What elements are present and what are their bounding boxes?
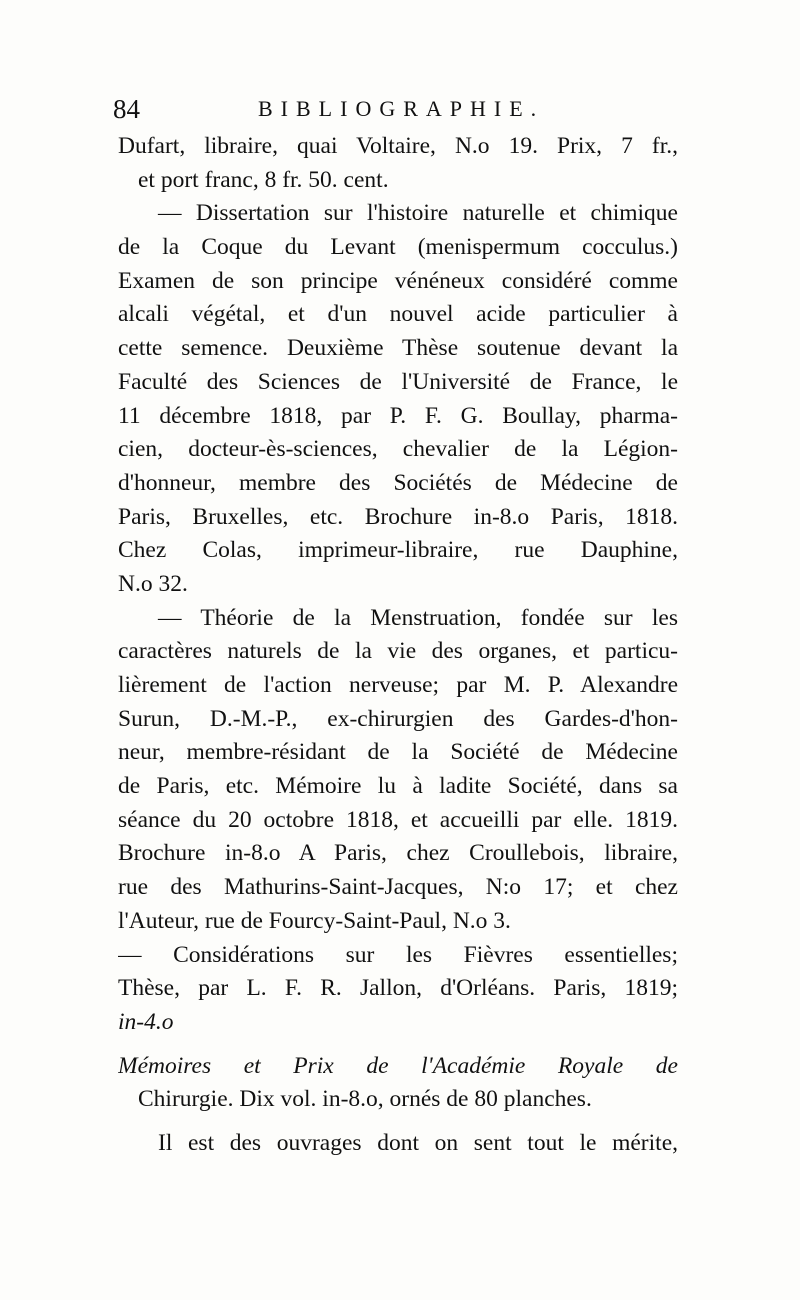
- text-line: Faculté des Sciences de l'Université de France, le: [118, 368, 678, 395]
- text-line: d'honneur, membre des Sociétés de Médecine de: [118, 469, 678, 496]
- text-line: de la Coque du Levant (menispermum cocculus.): [118, 234, 678, 261]
- text-line: N.o 32.: [118, 570, 188, 597]
- text-line: — Théorie de la Menstruation, fondée sur les: [158, 604, 678, 631]
- text-line-italic: in-4.o: [118, 1008, 174, 1035]
- text-line: Paris, Bruxelles, etc. Brochure in-8.o Paris, 1818.: [118, 503, 678, 530]
- text-line: caractères naturels de la vie des organes, et particu-: [118, 638, 678, 665]
- text-line: neur, membre-résidant de la Société de Médecine: [118, 739, 678, 766]
- text-line: 11 décembre 1818, par P. F. G. Boullay, pharma-: [118, 402, 678, 429]
- text-line: rue des Mathurins-Saint-Jacques, N:o 17; et chez: [118, 874, 678, 901]
- running-title: BIBLIOGRAPHIE.: [258, 96, 545, 121]
- paragraph-gap: [118, 1040, 678, 1050]
- text-line: [118, 1006, 678, 1040]
- page-header: [113, 92, 673, 126]
- text-line: — Dissertation sur l'histoire naturelle et chimique: [158, 200, 678, 227]
- text-line: alcali végétal, et d'un nouvel acide particulier à: [118, 301, 678, 328]
- text-line: Chez Colas, imprimeur-libraire, rue Dauphine,: [118, 537, 678, 564]
- text-line: Chirurgie. Dix vol. in-8.o, ornés de 80 planches.: [138, 1086, 592, 1113]
- text-line: [118, 1050, 678, 1084]
- text-line: et port franc, 8 fr. 50. cent.: [138, 166, 389, 193]
- text-line: Il est des ouvrages dont on sent tout le mérite,: [158, 1129, 678, 1156]
- text-line: Brochure in-8.o A Paris, chez Croullebois, libraire,: [118, 840, 678, 867]
- text-line: cette semence. Deuxième Thèse soutenue devant la: [118, 335, 678, 362]
- text-line: cien, docteur-ès-sciences, chevalier de la Légion-: [118, 436, 678, 463]
- text-line: Examen de son principe vénéneux considéré comme: [118, 267, 678, 294]
- text-line: séance du 20 octobre 1818, et accueilli par elle. 1819.: [118, 806, 678, 833]
- paragraph-gap: [118, 1117, 678, 1127]
- page-number: 84: [113, 94, 140, 124]
- text-line: — Considérations sur les Fièvres essentielles;: [118, 941, 678, 968]
- text-line: Surun, D.-M.-P., ex-chirurgien des Gardes-d'hon-: [118, 705, 678, 732]
- body-text: [118, 130, 678, 1161]
- text-line: Dufart, libraire, quai Voltaire, N.o 19. Prix, 7 fr.,: [118, 133, 678, 159]
- text-line: lièrement de l'action nerveuse; par M. P. Alexandre: [118, 672, 678, 698]
- text-line: de Paris, etc. Mémoire lu à ladite Société, dans sa: [118, 773, 678, 800]
- text-line: Thèse, par L. F. R. Jallon, d'Orléans. Paris, 1819;: [118, 975, 678, 1002]
- text-line: l'Auteur, rue de Fourcy-Saint-Paul, N.o 3.: [118, 907, 511, 934]
- text-line-italic: Mémoires et Prix de l'Académie Royale de: [118, 1052, 678, 1079]
